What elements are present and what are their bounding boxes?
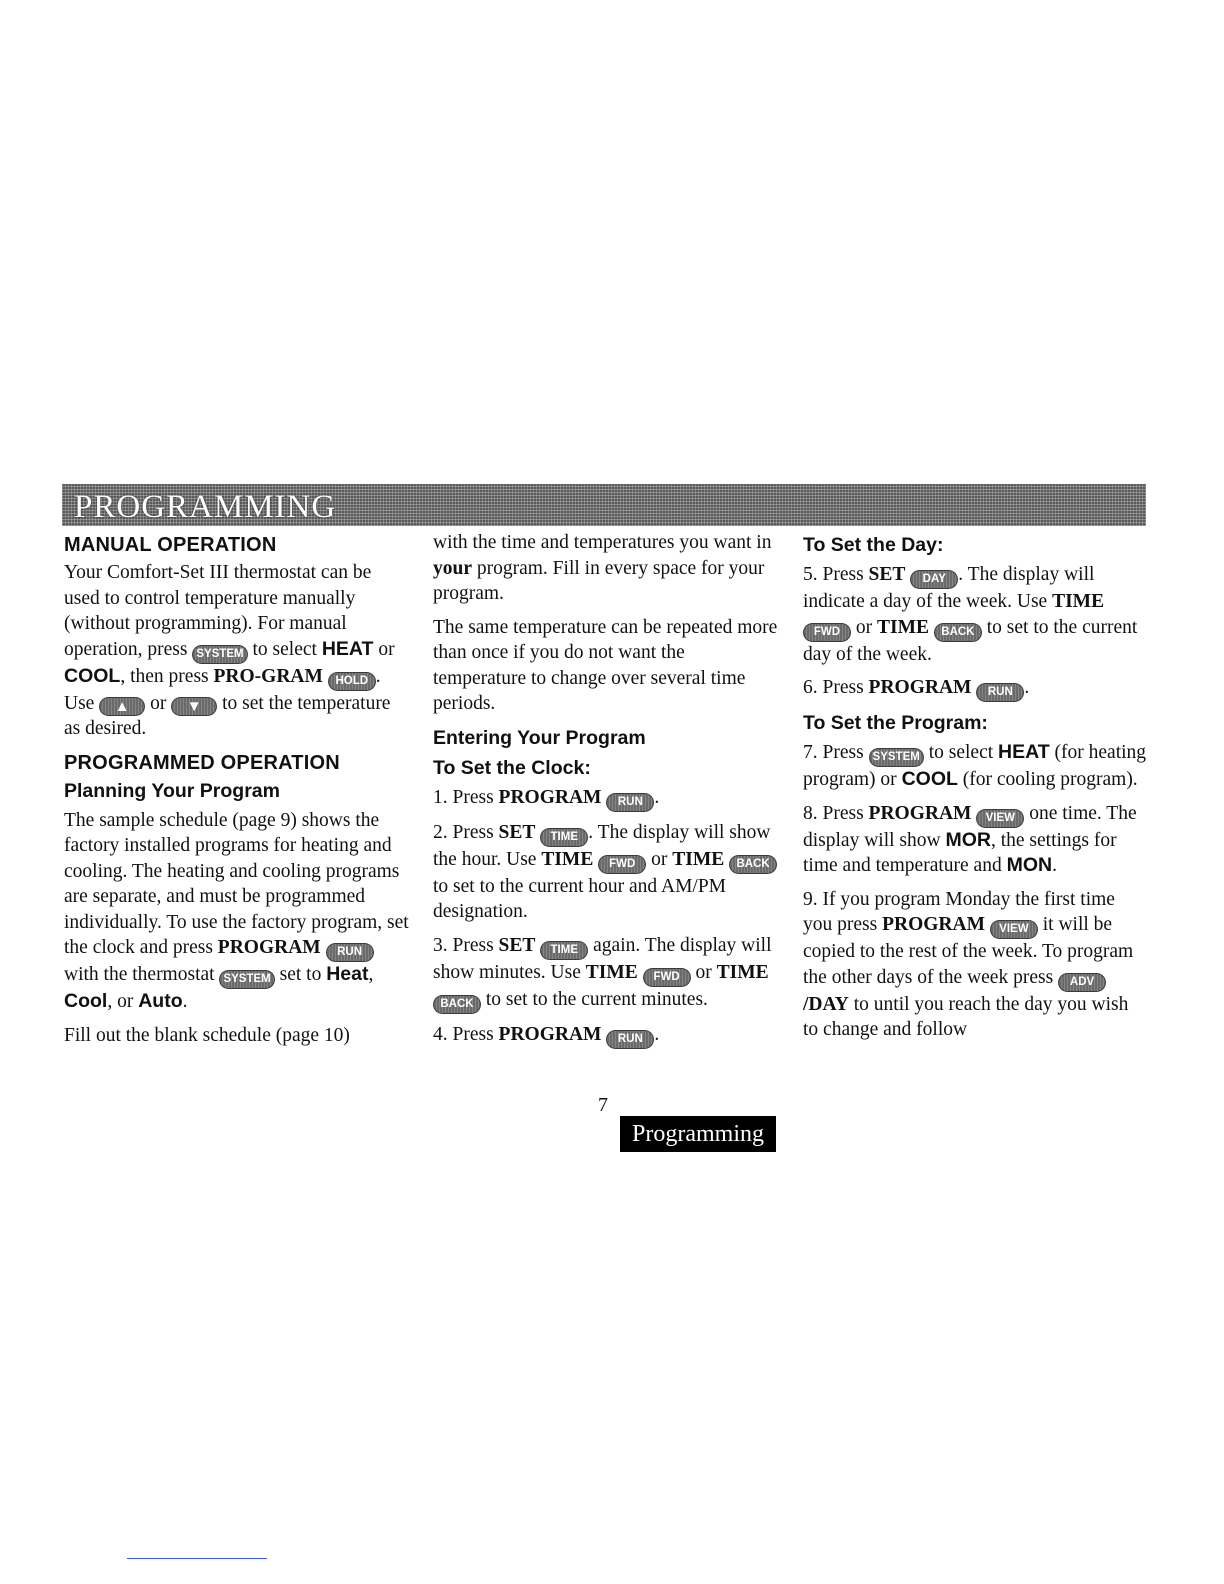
keyword-time: TIME [1052,591,1105,612]
text: The sample schedule (page 9) shows the factory installed programs for heating and cooling. The heating and cooling programs are separate, and must be programmed individually. To use the factory program, set the clock and press [64,809,409,958]
text: program. Fill in every space for your program. [433,557,765,604]
keyword-program: PROGRAM [882,914,985,935]
step-number: 8. [803,802,818,824]
adv-button-icon: ADV [1058,973,1106,992]
entering-program-heading: Entering Your Program [433,726,646,749]
text: Press [822,802,864,824]
text: it will be copied to the rest of the week. To program the other days of the week press [803,914,1134,988]
step-6 [803,675,1148,702]
keyword-mon: MON [1006,854,1053,876]
fwd-button-icon: FWD [803,623,851,642]
up-arrow-button-icon: ▲ [99,697,145,716]
repeat-paragraph: The same temperature can be repeated more than once if you do not want the temperature to change over several time periods. [433,616,778,714]
text: . [654,786,660,808]
text: , the settings for time and temperature and [803,829,1117,876]
keyword-cool: Cool [64,990,108,1012]
section-banner [62,484,1146,526]
text: Press [452,786,494,808]
keyword-cool: COOL [64,664,121,687]
text: or [651,848,668,870]
run-button-icon: RUN [606,1030,654,1049]
text: to set to the current day of the week. [803,616,1138,665]
keyword-heat: Heat [326,963,369,985]
continued-paragraph [433,530,778,607]
page-number: 7 [598,1094,608,1116]
section-tab: Programming [620,1116,776,1152]
step-7 [803,740,1148,793]
text: . The display will show the hour. Use [433,821,771,870]
keyword-set: SET [498,821,536,843]
text: Press [822,677,864,698]
text: , then press [120,665,209,687]
text: to select [928,742,994,763]
text: to select [252,638,317,660]
text: or [150,692,167,714]
text: . [182,991,188,1012]
back-button-icon: BACK [729,855,777,874]
time-button-icon: TIME [540,941,588,960]
system-button-icon: SYSTEM [219,970,274,989]
text: with the thermostat [64,964,215,985]
hold-button-icon: HOLD [328,672,376,691]
column-2 [433,530,778,1057]
divider-line [127,1558,267,1559]
set-clock-heading: To Set the Clock: [433,756,591,779]
text: to set to the current hour and AM/PM designation. [433,875,727,922]
text: with the time and temperatures you want in [433,532,772,553]
fill-out-paragraph: Fill out the blank schedule (page 10) [64,1024,350,1046]
set-program-heading: To Set the Program: [803,712,988,734]
step-4 [433,1022,778,1049]
text: If you program Monday the first time you press [803,888,1115,935]
text: or [855,616,873,638]
text: . [1024,677,1030,698]
step-number: 1. [433,786,448,808]
text: (for cooling program). [962,769,1138,790]
text: to set the temperature as desired. [64,692,391,739]
keyword-program: PROGRAM [498,1023,602,1045]
text: . The display will indicate a day of the week. Use [803,564,1095,612]
step-number: 3. [433,934,448,956]
planning-heading: Planning Your Program [64,779,280,802]
column-1 [64,530,409,1056]
keyword-set: SET [498,934,536,956]
text: or [695,961,712,983]
fwd-button-icon: FWD [643,968,691,987]
keyword-time: TIME [716,961,769,983]
keyword-program: PROGRAM [217,937,321,958]
keyword-auto: Auto [138,990,183,1012]
run-button-icon: RUN [976,683,1024,702]
down-arrow-button-icon: ▼ [171,697,217,716]
keyword-program: PROGRAM [498,786,602,808]
time-button-icon: TIME [540,828,588,847]
text: Press [452,821,494,843]
fwd-button-icon: FWD [598,855,646,874]
set-day-heading: To Set the Day: [803,534,944,556]
step-number: 4. [433,1023,448,1045]
text: or [378,638,395,660]
keyword-time: TIME [541,848,594,870]
keyword-program: PRO-GRAM [213,665,323,687]
day-button-icon: DAY [910,570,958,589]
text: . Use [64,665,381,714]
step-number: 6. [803,677,818,698]
text: Press [452,1023,494,1045]
text: Press [822,564,864,585]
step-number: 5. [803,564,818,585]
keyword-your: your [433,557,472,579]
text: Your Comfort-Set III thermostat can be used to control temperature manually (without programming). For manual operation, press [64,562,372,660]
keyword-day: /DAY [803,993,849,1015]
step-1 [433,785,778,812]
keyword-time: TIME [877,616,930,638]
step-number: 7. [803,742,818,763]
text: set to [279,964,322,985]
keyword-heat: HEAT [998,741,1050,763]
planning-paragraph [64,808,409,1015]
programmed-operation-heading: PROGRAMMED OPERATION [64,751,340,774]
step-8 [803,801,1148,879]
keyword-program: PROGRAM [868,802,972,824]
text: again. The display will show minutes. Use [433,934,772,983]
step-number: 2. [433,821,448,843]
section-banner-title: PROGRAMMING [74,489,337,525]
step-3 [433,933,778,1014]
system-button-icon: SYSTEM [869,748,924,767]
step-5 [803,562,1148,667]
back-button-icon: BACK [934,623,982,642]
keyword-set: SET [868,564,906,585]
keyword-time: TIME [672,848,725,870]
text: , or [107,991,134,1012]
step-2 [433,820,778,925]
column-3 [803,530,1148,1051]
text: to until you reach the day you wish to change and follow [803,993,1129,1040]
step-9 [803,887,1148,1043]
text: Press [822,742,864,763]
text: one time. The display will show [803,802,1137,851]
back-button-icon: BACK [433,995,481,1014]
keyword-mor: MOR [945,828,991,851]
keyword-heat: HEAT [321,637,374,660]
text: to set to the current minutes. [485,988,708,1010]
text: . [1052,855,1057,876]
text: , [368,964,374,985]
system-button-icon: SYSTEM [192,645,247,664]
manual-operation-paragraph [64,560,409,742]
view-button-icon: VIEW [976,809,1024,828]
view-button-icon: VIEW [990,920,1038,939]
text: Press [452,934,494,956]
manual-operation-heading: MANUAL OPERATION [64,534,277,556]
keyword-cool: COOL [901,768,958,790]
text: . [654,1023,660,1045]
run-button-icon: RUN [606,793,654,812]
run-button-icon: RUN [326,943,374,962]
keyword-time: TIME [585,961,638,983]
keyword-program: PROGRAM [868,677,972,698]
step-number: 9. [803,888,818,910]
text: (for heating program) or [803,742,1147,790]
